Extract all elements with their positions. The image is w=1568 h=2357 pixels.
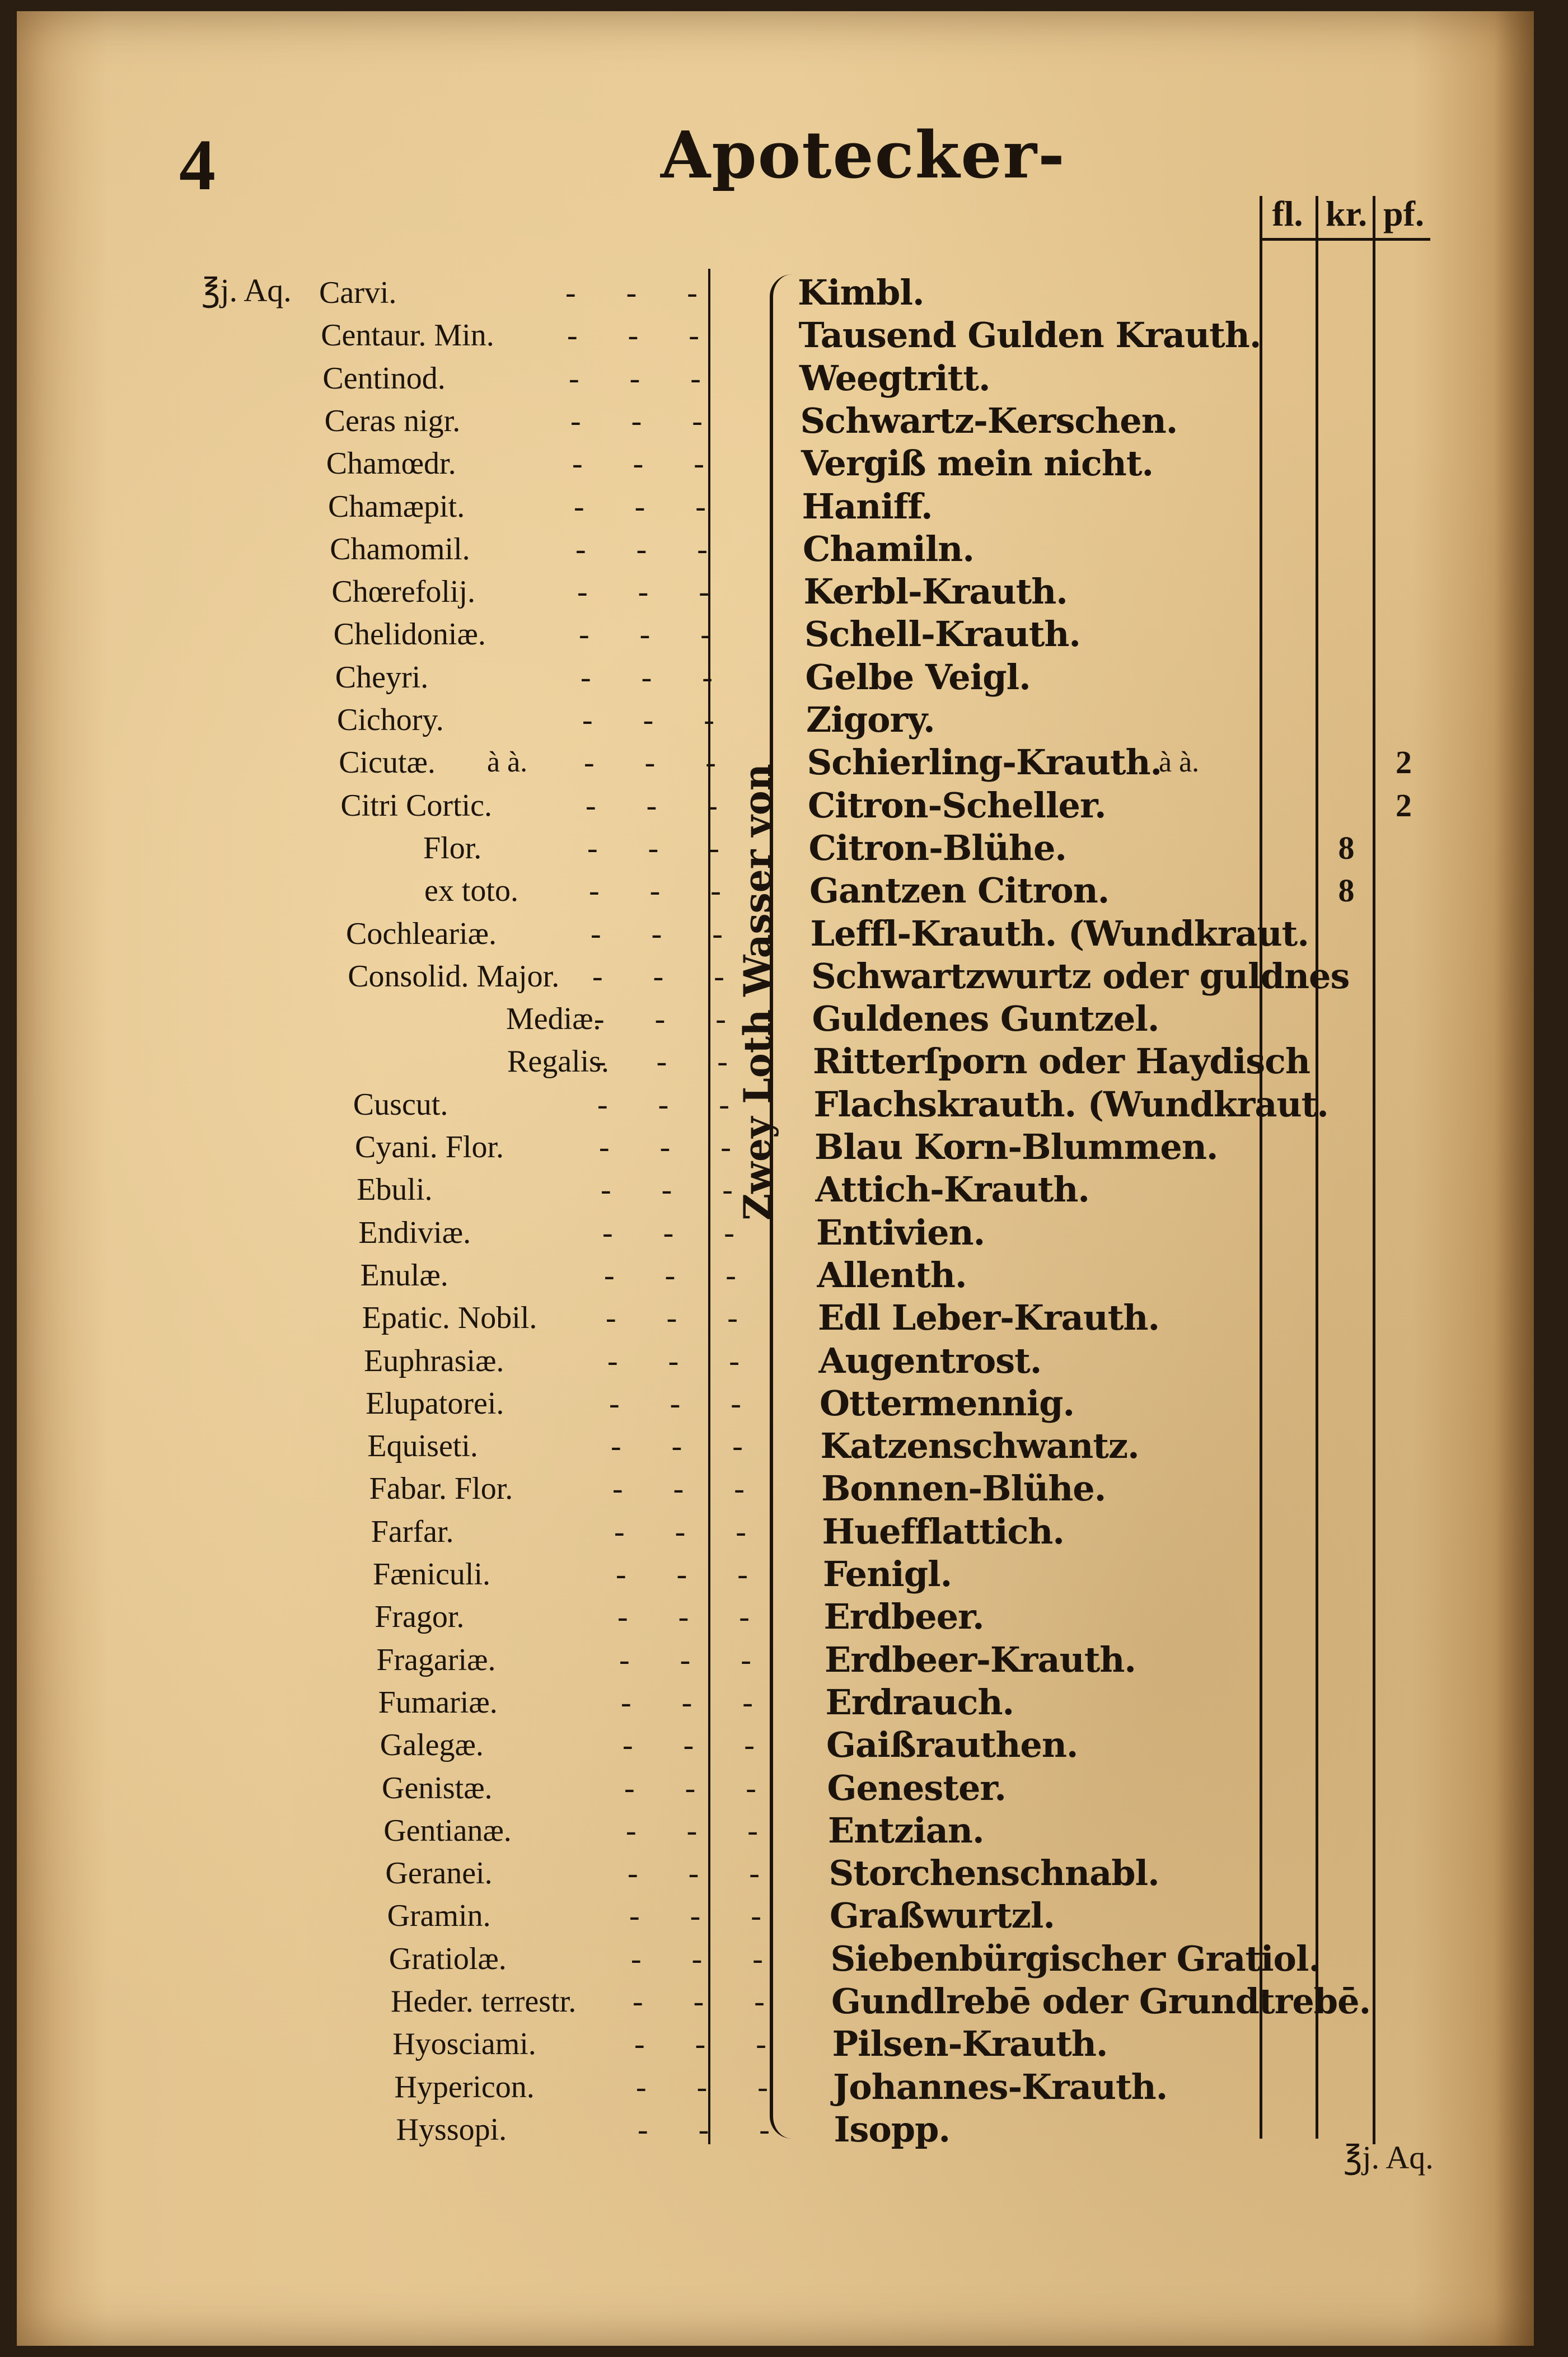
leader-dashes: - - -: [604, 1257, 757, 1293]
latin-name: Hypericon.: [394, 2069, 535, 2105]
leader-dashes: - - -: [599, 1130, 752, 1165]
latin-name: Hyosciami.: [392, 2027, 536, 2062]
german-name: Vergiß mein nicht.: [801, 443, 1154, 484]
latin-name: Chamœdr.: [326, 446, 456, 481]
latin-name: Cochleariæ.: [346, 916, 497, 951]
latin-name: Fragor.: [375, 1600, 465, 1635]
latin-name: Geranei.: [385, 1856, 493, 1891]
leader-dashes: - - -: [638, 2112, 791, 2147]
table-row: [17, 485, 1534, 528]
german-name: Erdbeer-Krauth.: [825, 1639, 1136, 1680]
german-name: Ottermennig.: [820, 1382, 1075, 1424]
column-header-fl: fl.: [1272, 194, 1303, 233]
leader-dashes: - - -: [607, 1343, 761, 1378]
table-row: [17, 1852, 1534, 1895]
german-name: Schierling-Krauth.: [807, 742, 1162, 783]
table-row: [17, 528, 1534, 570]
leader-dashes: - - -: [584, 745, 737, 780]
german-name: Gaißrauthen.: [826, 1724, 1078, 1766]
leader-dashes: - - -: [612, 1471, 766, 1507]
leader-dashes: - - -: [606, 1301, 759, 1336]
leader-dashes: - - -: [591, 916, 744, 951]
leader-dashes: - - -: [617, 1600, 771, 1635]
table-row: [17, 998, 1534, 1040]
latin-name: Chamomil.: [330, 531, 470, 567]
latin-name: Chelidoniæ.: [333, 617, 486, 652]
german-name: Entivien.: [816, 1212, 985, 1253]
german-name: Citron-Scheller.: [808, 784, 1106, 826]
german-name: Kimbl.: [798, 272, 924, 313]
table-row: [17, 656, 1534, 699]
column-header-rule: [1262, 238, 1430, 241]
german-name: Citron-Blühe.: [808, 827, 1067, 868]
latin-name: Hyssopi.: [396, 2112, 507, 2147]
table-row: [17, 1639, 1534, 1681]
table-row: [17, 913, 1534, 955]
latin-name: Gratiolæ.: [389, 1941, 507, 1976]
latin-name: Gramin.: [387, 1898, 491, 1934]
table-row: [17, 613, 1534, 656]
price-kr: 8: [1338, 829, 1355, 866]
running-head: Apotecker-: [661, 118, 1066, 193]
table-row: [17, 1297, 1534, 1339]
leader-dashes: - - -: [631, 1941, 784, 1976]
table-row: [17, 1126, 1534, 1168]
table-row: [17, 784, 1534, 827]
latin-name: Chamæpit.: [328, 489, 465, 524]
german-name: Gelbe Veigl.: [805, 656, 1031, 698]
table-row: [17, 1083, 1534, 1126]
table-row: [17, 1980, 1534, 2023]
german-name: Gantzen Citron.: [809, 870, 1110, 911]
german-name: Flachskrauth. (Wundkraut.: [813, 1083, 1328, 1125]
german-name: Tausend Gulden Krauth.: [798, 315, 1261, 356]
leader-dashes: - - -: [602, 1215, 756, 1250]
leader-dashes: - - -: [636, 2069, 789, 2105]
column-header-kr: kr.: [1325, 194, 1368, 233]
german-name: Kerbl-Krauth.: [803, 571, 1068, 612]
book-page: [17, 11, 1534, 2346]
german-name: Augentrost.: [818, 1340, 1042, 1381]
price-pf: 2: [1396, 744, 1412, 781]
german-name: Graßwurtzl.: [830, 1895, 1055, 1937]
german-name: Schwartzwurtz oder guldnes: [811, 955, 1350, 997]
german-name: Weegtritt.: [799, 357, 990, 399]
leader-dashes: - - -: [575, 531, 729, 567]
latin-name: Cheyri.: [335, 660, 429, 695]
dose-label: ℥j. Aq.: [202, 272, 292, 308]
leader-dashes: - - -: [634, 2027, 788, 2062]
german-name: Zigory.: [806, 699, 935, 740]
latin-name: Ceras nigr.: [324, 403, 461, 438]
leader-dashes: - - -: [633, 1984, 786, 2019]
leader-dashes: - - -: [587, 830, 741, 866]
latin-name: Carvi.: [319, 275, 397, 310]
latin-name: Fabar. Flor.: [369, 1471, 513, 1507]
table-row: [17, 1938, 1534, 1980]
leader-dashes: - - -: [594, 1002, 747, 1037]
table-row: [17, 827, 1534, 869]
leader-dashes: - - -: [570, 403, 724, 438]
leader-dashes: - - -: [592, 958, 746, 994]
latin-name: ex toto.: [424, 873, 518, 909]
table-row: [17, 570, 1534, 613]
leader-dashes: - - -: [601, 1172, 754, 1208]
latin-name: Equiseti.: [367, 1429, 478, 1464]
price-pf: 2: [1396, 787, 1412, 824]
table-row: [17, 314, 1534, 357]
column-header-pf: pf.: [1383, 194, 1424, 233]
table-row: [17, 1340, 1534, 1382]
german-name: Edl Leber-Krauth.: [818, 1297, 1160, 1339]
latin-name: Consolid. Major.: [348, 958, 560, 994]
latin-name: Galegæ.: [380, 1728, 484, 1763]
table-row: [17, 400, 1534, 442]
latin-name: Epatic. Nobil.: [362, 1301, 537, 1336]
table-row: [17, 741, 1534, 784]
leader-dashes: - - -: [586, 788, 739, 823]
german-name: Schell-Krauth.: [804, 614, 1080, 655]
latin-name: Cicutæ.: [339, 745, 436, 780]
german-name: Ritterſporn oder Haydisch: [813, 1041, 1310, 1082]
leader-dashes: - - -: [567, 318, 720, 353]
table-row: [17, 1809, 1534, 1852]
latin-name: Elupatorei.: [366, 1386, 504, 1421]
german-name: Storchenschnabl.: [829, 1853, 1159, 1894]
table-row: [17, 1425, 1534, 1467]
german-name: Huefflattich.: [822, 1510, 1064, 1552]
leader-dashes: - - -: [614, 1514, 767, 1549]
leader-dashes: - - -: [597, 1087, 751, 1122]
leader-dashes: - - -: [589, 873, 742, 909]
german-name: Katzenschwantz.: [820, 1425, 1139, 1467]
latin-name: Heder. terrestr.: [391, 1984, 577, 2019]
leader-dashes: - - -: [596, 1044, 749, 1079]
table-row: [17, 357, 1534, 400]
table-row: [17, 1553, 1534, 1596]
table-row: [17, 1767, 1534, 1809]
table-row: [17, 2023, 1534, 2065]
latin-name: Centinod.: [322, 361, 446, 396]
page-number: 4: [179, 125, 216, 205]
leader-dashes: - - -: [628, 1856, 781, 1891]
latin-name: Citri Cortic.: [340, 788, 493, 823]
table-row: [17, 1254, 1534, 1297]
leader-dashes: - - -: [616, 1557, 769, 1592]
leader-dashes: - - -: [582, 703, 736, 737]
leader-dashes: - - -: [629, 1898, 783, 1934]
leader-dashes: - - -: [581, 660, 734, 695]
latin-name: Endiviæ.: [358, 1215, 471, 1250]
table-row: [17, 1168, 1534, 1211]
table-row: [17, 1382, 1534, 1425]
german-name: Isopp.: [834, 2108, 951, 2150]
table-row: [17, 699, 1534, 741]
table-row: [17, 1212, 1534, 1254]
latin-name: Flor.: [423, 830, 482, 866]
leader-dashes: - - -: [565, 275, 719, 310]
latin-note: à à.: [487, 746, 528, 779]
price-kr: 8: [1338, 872, 1355, 909]
table-row: [17, 1467, 1534, 1510]
side-label-vertical: Zwey Loth Wasser von: [736, 764, 779, 1220]
german-name: Pilsen-Krauth.: [832, 2023, 1108, 2065]
german-name: Haniff.: [802, 485, 933, 527]
table-row: [17, 1596, 1534, 1638]
leader-dashes: - - -: [611, 1429, 764, 1464]
german-name: Attich-Krauth.: [815, 1169, 1090, 1210]
german-name: Bonnen-Blühe.: [821, 1468, 1106, 1509]
german-name: Chamiln.: [803, 528, 974, 569]
leader-dashes: - - -: [609, 1386, 762, 1421]
latin-name: Gentianæ.: [383, 1813, 512, 1848]
german-name: Leffl-Krauth. (Wundkraut.: [810, 913, 1309, 954]
leader-dashes: - - -: [577, 574, 731, 610]
german-name: Allenth.: [817, 1254, 967, 1296]
latin-name: Farfar.: [371, 1514, 454, 1549]
german-name: Schwartz-Kerschen.: [800, 400, 1178, 441]
table-row: [17, 955, 1534, 998]
latin-name: Centaur. Min.: [321, 318, 494, 353]
german-name: Gundlrebē oder Grundtrebē.: [831, 1981, 1371, 2022]
latin-name: Fumariæ.: [378, 1685, 498, 1720]
leader-dashes: - - -: [622, 1728, 776, 1763]
table-row: [17, 1040, 1534, 1083]
latin-name: Mediæ.: [506, 1002, 601, 1037]
table-row: [17, 442, 1534, 485]
latin-name: Fæniculi.: [373, 1557, 491, 1592]
table-row: [17, 2066, 1534, 2108]
latin-name: Chœrefolij.: [331, 574, 476, 610]
german-name: Siebenbürgischer Gratiol.: [830, 1938, 1321, 1979]
table-row: [17, 2108, 1534, 2151]
leader-dashes: - - -: [626, 1813, 779, 1848]
german-name: Erdbeer.: [823, 1596, 984, 1638]
leader-dashes: - - -: [619, 1642, 773, 1677]
leader-dashes: - - -: [624, 1770, 778, 1806]
latin-name: Euphrasiæ.: [364, 1343, 504, 1378]
latin-name: Cyani. Flor.: [355, 1130, 504, 1165]
table-row: [17, 272, 1534, 314]
leader-dashes: - - -: [572, 446, 726, 481]
latin-name: Genistæ.: [382, 1770, 493, 1806]
german-name: Entzian.: [828, 1809, 984, 1851]
leader-dashes: - - -: [569, 361, 722, 396]
german-name: Genester.: [827, 1767, 1006, 1808]
table-row: [17, 1724, 1534, 1766]
latin-name: Cuscut.: [353, 1087, 448, 1122]
german-name: Blau Korn-Blummen.: [815, 1126, 1218, 1167]
table-row: [17, 869, 1534, 912]
german-name: Erdrauch.: [825, 1681, 1014, 1723]
leader-dashes: - - -: [621, 1685, 774, 1720]
table-row: [17, 1510, 1534, 1553]
leader-dashes: - - -: [574, 489, 727, 524]
table-row: [17, 1895, 1534, 1937]
german-name: Fenigl.: [823, 1554, 952, 1594]
latin-name: Fragariæ.: [376, 1642, 496, 1677]
german-name: Guldenes Guntzel.: [812, 998, 1159, 1040]
latin-name: Enulæ.: [360, 1257, 448, 1293]
leader-dashes: - - -: [579, 617, 732, 652]
german-note: à à.: [1159, 746, 1200, 779]
latin-name: Regalis.: [507, 1044, 609, 1079]
latin-name: Ebuli.: [357, 1172, 433, 1208]
catchword: ℥j. Aq.: [1344, 2139, 1434, 2176]
german-name: Johannes-Krauth.: [833, 2066, 1168, 2107]
latin-name: Cichory.: [337, 703, 444, 737]
table-row: [17, 1681, 1534, 1724]
